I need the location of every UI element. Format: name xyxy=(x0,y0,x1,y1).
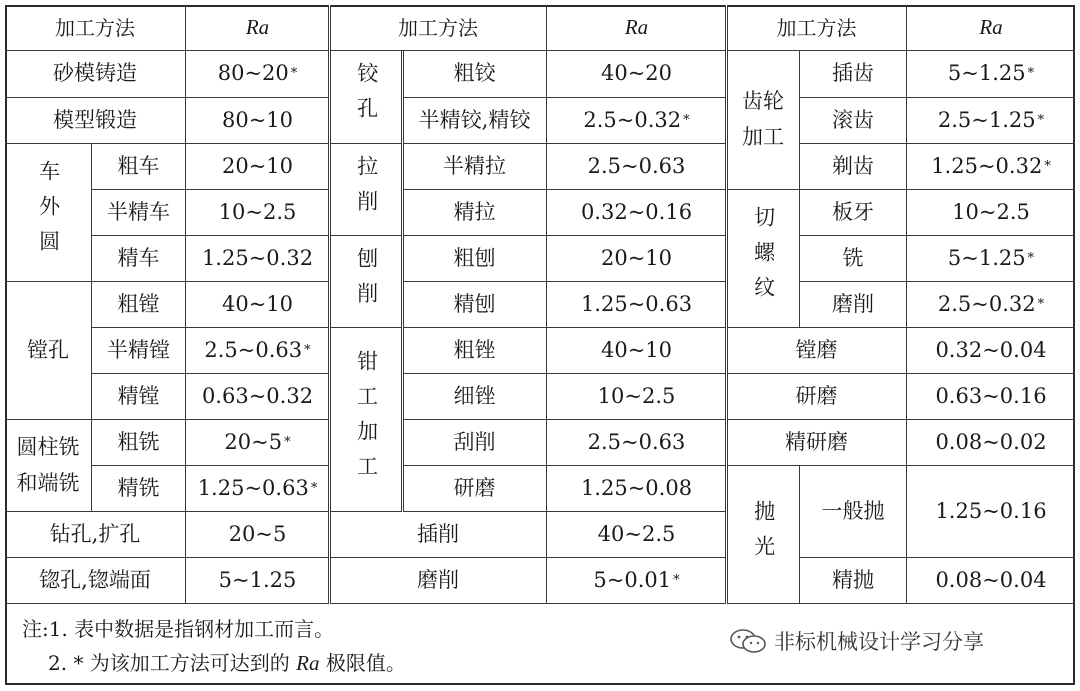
method-cell: 一般抛 xyxy=(800,466,907,558)
ra-cell-value: 1.25~0.63 xyxy=(580,291,693,316)
ra-cell xyxy=(186,282,330,328)
group-milling-line-2: 和端铣 xyxy=(16,470,80,495)
ra-cell xyxy=(907,374,1075,420)
group-planing xyxy=(330,236,403,328)
ra-cell-value: 1.25~0.32 xyxy=(201,245,314,270)
method-cell: 剃齿 xyxy=(800,144,907,190)
ra-cell xyxy=(186,144,330,190)
ra-cell xyxy=(547,236,727,282)
method-cell: 精铣 xyxy=(92,466,186,512)
ra-cell: 5~0.01 * xyxy=(547,558,727,604)
ra-cell-value: 0.08~0.02 xyxy=(935,429,1047,454)
ra-cell xyxy=(186,190,330,236)
ra-cell-value: 5~1.25 xyxy=(947,245,1026,270)
ra-cell: 1.25~0.63 * xyxy=(186,466,330,512)
method-cell: 精刨 xyxy=(403,282,547,328)
method-cell: 铣 xyxy=(800,236,907,282)
method-cell: 插齿 xyxy=(800,51,907,98)
ra-cell xyxy=(186,374,330,420)
ra-cell xyxy=(907,420,1075,466)
ra-cell: 1.25~0.32 * xyxy=(907,144,1075,190)
ra-cell xyxy=(547,466,727,512)
method-cell: 精车 xyxy=(92,236,186,282)
ra-cell-value: 0.32~0.04 xyxy=(935,337,1047,362)
group-broaching xyxy=(330,144,403,236)
double-rule xyxy=(328,5,331,604)
ra-cell-value: 10~2.5 xyxy=(218,199,297,224)
ra-cell-value: 80~20 xyxy=(217,61,289,86)
method-cell: 刮削 xyxy=(403,420,547,466)
group-broaching-label: 拉削 xyxy=(354,154,379,225)
ra-cell xyxy=(186,98,330,144)
ra-cell-value: 0.63~0.32 xyxy=(201,383,314,408)
method-cell: 半精车 xyxy=(92,190,186,236)
header-method-2: 加工方法 xyxy=(330,5,547,51)
ra-cell xyxy=(186,512,330,558)
method-cell: 粗铣 xyxy=(92,420,186,466)
method-cell: 锪孔,锪端面 xyxy=(5,558,186,604)
ra-cell-value: 0.63~0.16 xyxy=(935,383,1047,408)
ra-cell-value: 40~2.5 xyxy=(597,521,676,546)
group-polishing-label: 抛光 xyxy=(751,499,776,570)
ra-cell-value: 5~1.25 xyxy=(218,567,297,592)
ra-cell-value: 2.5~0.63 xyxy=(204,337,303,362)
ra-cell-value: 2.5~0.32 xyxy=(937,291,1036,316)
method-cell: 砂模铸造 xyxy=(5,51,186,98)
double-rule xyxy=(401,51,404,512)
group-reaming xyxy=(330,51,403,144)
ra-cell-value: 20~10 xyxy=(600,245,673,270)
ra-cell-value: 5~0.01 xyxy=(593,567,672,592)
ra-cell xyxy=(547,51,727,98)
ra-cell: 20~5 * xyxy=(186,420,330,466)
group-turning xyxy=(5,144,92,282)
method-cell: 半精拉 xyxy=(403,144,547,190)
header-method-1: 加工方法 xyxy=(5,5,186,51)
group-fitter-label: 钳工加工 xyxy=(354,349,379,490)
group-boring: 镗孔 xyxy=(5,282,92,420)
ra-cell: 5~1.25 * xyxy=(907,236,1075,282)
watermark-text: 非标机械设计学习分享 xyxy=(774,630,984,654)
ra-cell xyxy=(907,190,1075,236)
group-polishing xyxy=(727,466,800,604)
ra-cell-value: 1.25~0.08 xyxy=(580,475,693,500)
ra-cell xyxy=(547,512,727,558)
ra-cell-value: 2.5~1.25 xyxy=(937,107,1036,132)
ra-cell xyxy=(547,282,727,328)
header-ra-2: Ra xyxy=(547,5,727,51)
ra-cell-value: 20~10 xyxy=(221,153,294,178)
header-ra-1: Ra xyxy=(186,5,330,51)
method-cell: 研磨 xyxy=(403,466,547,512)
method-cell: 研磨 xyxy=(727,374,907,420)
ra-cell-value: 10~2.5 xyxy=(952,199,1030,224)
ra-cell xyxy=(547,190,727,236)
group-gear-line-1: 齿轮 xyxy=(742,89,784,114)
method-cell: 模型锻造 xyxy=(5,98,186,144)
method-cell: 精研磨 xyxy=(727,420,907,466)
group-gear-line-2: 加工 xyxy=(742,125,784,149)
method-cell: 精抛 xyxy=(800,558,907,604)
ra-cell xyxy=(907,466,1075,558)
note-2: 2. * 为该加工方法可达到的 Ra 极限值。 xyxy=(48,651,406,675)
ra-cell-value: 10~2.5 xyxy=(597,383,676,408)
group-planing-label: 刨削 xyxy=(354,246,379,317)
ra-cell-value: 0.08~0.04 xyxy=(935,567,1047,592)
method-cell: 磨削 xyxy=(330,558,547,604)
ra-cell xyxy=(907,328,1075,374)
header-method-3: 加工方法 xyxy=(727,5,907,51)
group-thread-label: 切螺纹 xyxy=(751,206,776,311)
method-cell: 粗铰 xyxy=(403,51,547,98)
ra-cell: 2.5~1.25 * xyxy=(907,98,1075,144)
ra-cell-value: 1.25~0.63 xyxy=(197,475,309,500)
ra-cell xyxy=(907,558,1075,604)
group-fitter xyxy=(330,328,403,512)
group-milling xyxy=(5,420,92,512)
method-cell: 钻孔,扩孔 xyxy=(5,512,186,558)
ra-cell xyxy=(547,420,727,466)
ra-cell: 2.5~0.32 * xyxy=(547,98,727,144)
group-gear xyxy=(727,51,800,190)
method-cell: 滚齿 xyxy=(800,98,907,144)
ra-cell: 80~20 * xyxy=(186,51,330,98)
method-cell: 半精铰,精铰 xyxy=(403,98,547,144)
ra-cell-value: 40~20 xyxy=(600,61,673,86)
watermark xyxy=(728,626,984,656)
method-cell: 镗磨 xyxy=(727,328,907,374)
method-cell: 细锉 xyxy=(403,374,547,420)
ra-cell-value: 2.5~0.32 xyxy=(583,107,682,132)
ra-cell-value: 2.5~0.63 xyxy=(587,429,686,454)
double-rule xyxy=(725,5,728,604)
ra-cell-value: 40~10 xyxy=(600,337,673,362)
method-cell: 粗刨 xyxy=(403,236,547,282)
group-milling-line-1: 圆柱铣 xyxy=(16,434,80,459)
method-cell: 板牙 xyxy=(800,190,907,236)
method-cell: 精拉 xyxy=(403,190,547,236)
ra-cell-value: 5~1.25 xyxy=(947,61,1026,86)
ra-cell xyxy=(547,144,727,190)
ra-cell: 2.5~0.32 * xyxy=(907,282,1075,328)
ra-cell xyxy=(547,374,727,420)
method-cell: 粗镗 xyxy=(92,282,186,328)
ra-cell-value: 0.32~0.16 xyxy=(580,199,693,224)
ra-cell-value: 2.5~0.63 xyxy=(587,153,686,178)
ra-cell-value: 1.25~0.16 xyxy=(935,498,1047,523)
ra-cell-value: 1.25~0.32 xyxy=(931,153,1043,178)
wechat-icon xyxy=(728,627,768,655)
ra-cell xyxy=(186,236,330,282)
group-reaming-label: 铰孔 xyxy=(354,62,379,132)
method-cell: 插削 xyxy=(330,512,547,558)
method-cell: 粗锉 xyxy=(403,328,547,374)
ra-cell xyxy=(547,328,727,374)
method-cell: 精镗 xyxy=(92,374,186,420)
ra-cell-value: 40~10 xyxy=(221,291,294,316)
ra-cell-value: 20~5 xyxy=(228,521,287,546)
group-thread xyxy=(727,190,800,328)
ra-cell-value: 20~5 xyxy=(224,429,283,454)
header-ra-3: Ra xyxy=(907,5,1075,51)
ra-cell-value: 80~10 xyxy=(221,107,294,132)
method-cell: 粗车 xyxy=(92,144,186,190)
method-cell: 半精镗 xyxy=(92,328,186,374)
ra-cell: 2.5~0.63 * xyxy=(186,328,330,374)
group-turning-label: 车外圆 xyxy=(36,160,61,265)
method-cell: 磨削 xyxy=(800,282,907,328)
note-1: 注:1. 表中数据是指钢材加工而言。 xyxy=(22,617,335,641)
ra-cell xyxy=(186,558,330,604)
ra-cell: 5~1.25 * xyxy=(907,51,1075,98)
table-notes xyxy=(22,612,406,680)
